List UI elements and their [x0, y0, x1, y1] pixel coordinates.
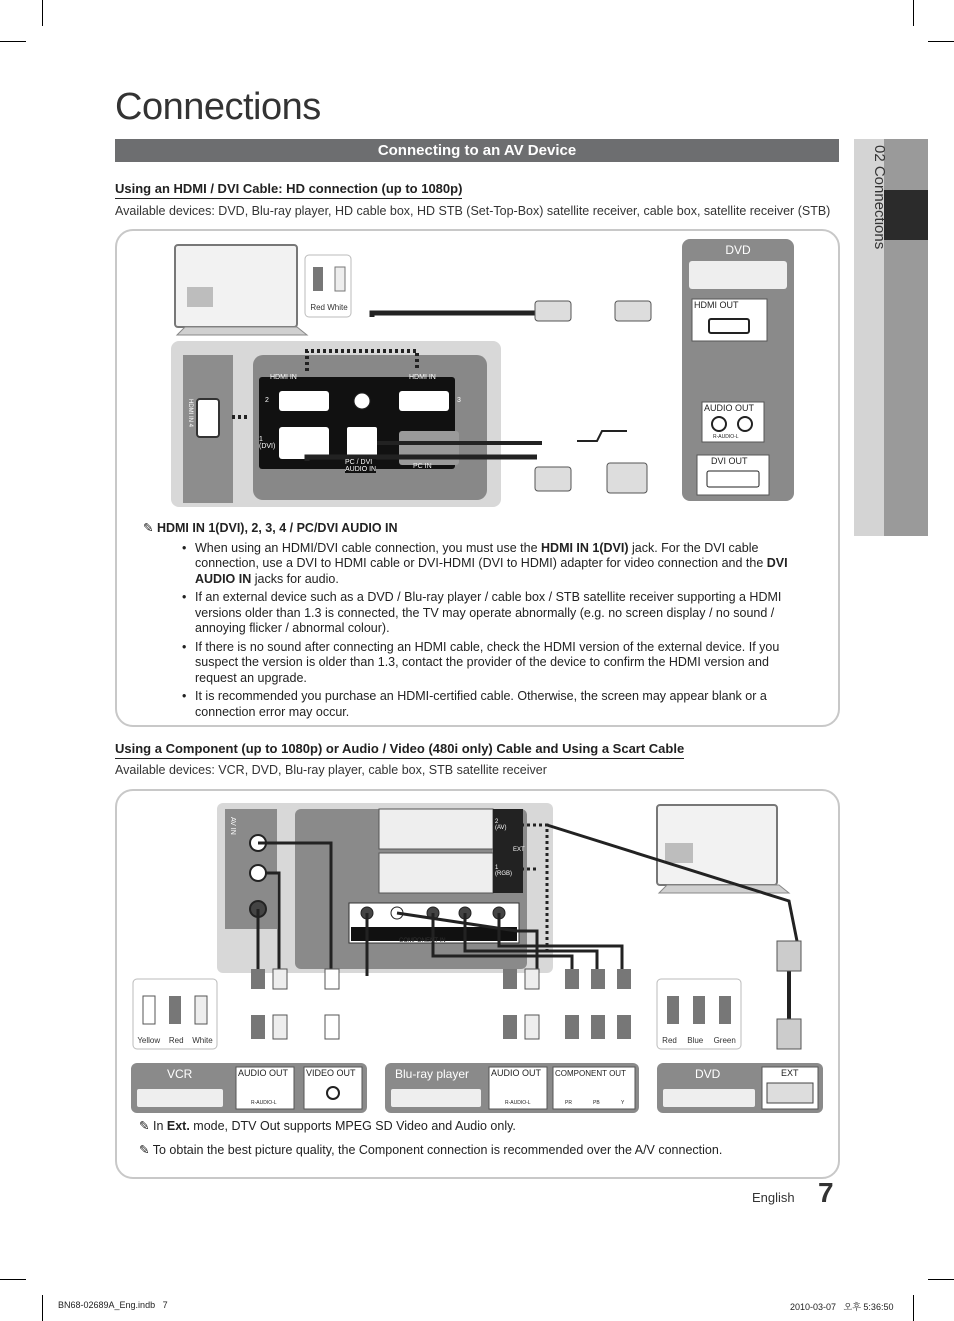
- note-icon: ✎: [139, 1119, 150, 1133]
- note-text: mode, DTV Out supports MPEG SD Video and Audio only.: [189, 1119, 516, 1133]
- vcr-video-out-label: VIDEO OUT: [306, 1068, 356, 1078]
- plug: [591, 1015, 605, 1039]
- vcr-audio-sub: R-AUDIO-L: [251, 1100, 277, 1106]
- note-bullet: [195, 689, 825, 720]
- dvd-ext-port: [767, 1083, 813, 1103]
- crop-mark: [42, 0, 43, 26]
- port-1-dvi-label: 1 (DVI): [259, 436, 276, 450]
- hdmi-2-port: [279, 391, 329, 411]
- bluray-label: Blu-ray player: [395, 1067, 470, 1081]
- crop-mark: [928, 1279, 954, 1280]
- plug: [325, 1015, 339, 1039]
- hdmi-plug-right: [615, 301, 651, 321]
- dvi-plug-left: [535, 467, 571, 491]
- component-diagram: [117, 791, 838, 1121]
- legend-red-plug-2: [667, 996, 679, 1024]
- pc-dvi-audio-port: [347, 427, 377, 457]
- crop-mark: [0, 41, 26, 42]
- plug: [251, 969, 265, 989]
- hdmi-in-label-right: HDMI IN: [409, 374, 436, 381]
- legend-left-labels: [133, 1036, 217, 1045]
- vcr-icon: [137, 1089, 223, 1107]
- hdmi-4-label: HDMI IN 4: [187, 399, 193, 428]
- note-text: To obtain the best picture quality, the Component connection is recommended over the A/V connection.: [152, 1142, 723, 1157]
- section1-available: Available devices: DVD, Blu-ray player, HD cable box, HD STB (Set-Top-Box) satellite receiver, cable box, satellite receiver (STB): [115, 204, 831, 218]
- rca-white-plug: [335, 267, 345, 291]
- bullet-text: jack. For the DVI cable connection, use a DVI to HDMI cable or DVI-HDMI (DVI to HDMI) adapter for video connection and the: [195, 540, 767, 570]
- dvd-player-icon: [689, 261, 787, 289]
- legend-green-plug: [719, 996, 731, 1024]
- note-bullet: [195, 640, 825, 687]
- port-2-label: 2: [265, 397, 269, 404]
- bluray-icon: [391, 1089, 481, 1107]
- plug: [273, 1015, 287, 1039]
- page-title: Connections: [115, 86, 321, 128]
- hdmi-note-list: [135, 541, 825, 721]
- bullet-text: jacks for audio.: [251, 571, 339, 586]
- bullet-text: If an external device such as a DVD / Blu-ray player / cable box / STB satellite receiver supporting a HDMI versions older than 1.3 is connected, the TV may operate abnormally (e.g. no screen display / no sound / annoying flicker / abnormal colour).: [195, 590, 782, 635]
- bullet-text: It is recommended you purchase an HDMI-certified cable. Otherwise, the screen may appear blank or a connection error may occur.: [195, 689, 767, 719]
- legend-blue-plug: [693, 996, 705, 1024]
- rca-legend-labels: [305, 303, 353, 312]
- component-in-label: COMPONENT IN: [399, 938, 446, 944]
- side-tab-marker: [884, 190, 928, 240]
- plug: [325, 969, 339, 989]
- plug: [503, 1015, 517, 1039]
- tv-panel: [187, 287, 213, 307]
- scart-2-port: [379, 809, 493, 849]
- vcr-video-jack: [327, 1087, 339, 1099]
- hdmi-in-label-left: HDMI IN: [270, 374, 297, 381]
- pb-label: PB: [593, 1100, 600, 1106]
- dvd-label-2: DVD: [695, 1067, 721, 1081]
- legend-label: Yellow: [137, 1036, 161, 1045]
- plug: [565, 1015, 579, 1039]
- av-audio-l-jack: [250, 865, 266, 881]
- pc-in-label: PC IN: [413, 463, 432, 470]
- hdmi-1-port: [279, 427, 329, 459]
- scart-plug-bottom: [777, 1019, 801, 1049]
- component-notes: [139, 1119, 819, 1158]
- hdmi-out-port: [709, 319, 749, 333]
- section1-heading: Using an HDMI / DVI Cable: HD connection (up to 1080p): [115, 181, 462, 199]
- legend-label: Red: [168, 1036, 184, 1045]
- plug: [503, 969, 517, 989]
- component-connection-box: [115, 789, 840, 1179]
- hdmi-notes: [135, 521, 825, 723]
- audio-split: [577, 431, 627, 441]
- component-out-label: COMPONENT OUT: [555, 1069, 626, 1078]
- plug: [525, 1015, 539, 1039]
- pc-dvi-audio-label: PC / DVI AUDIO IN: [345, 459, 377, 473]
- hdmi-out-label: HDMI OUT: [694, 300, 739, 310]
- ext-label: EXT: [781, 1068, 799, 1078]
- dvi-out-label: DVI OUT: [711, 456, 748, 466]
- crop-mark: [42, 1295, 43, 1321]
- note-bold: Ext.: [166, 1119, 190, 1133]
- audio-out-r: [712, 417, 726, 431]
- note-ext: [139, 1119, 819, 1135]
- bluray-audio-sub: R-AUDIO-L: [505, 1100, 531, 1106]
- plug: [251, 1015, 265, 1039]
- section2-heading: Using a Component (up to 1080p) or Audio / Video (480i only) Cable and Using a Scart Cable: [115, 741, 684, 759]
- vcr-audio-out-label: AUDIO OUT: [238, 1068, 289, 1078]
- rca-red-label: Red: [310, 303, 325, 312]
- rca-red-plug: [313, 267, 323, 291]
- rca-white-label: White: [327, 303, 348, 312]
- bullet-text: If there is no sound after connecting an HDMI cable, check the HDMI version of the external device. If you suspect the version is older than 1.3, contact the provider of the device to confirm the HDMI version and request an upgrade.: [195, 639, 780, 685]
- tv-icon: [175, 245, 297, 327]
- plug: [273, 969, 287, 989]
- pr-label: PR: [565, 1100, 572, 1106]
- av-in-label: AV IN: [229, 817, 236, 835]
- bullet-text: When using an HDMI/DVI cable connection, you must use the: [195, 540, 542, 555]
- audio-out-label: AUDIO OUT: [704, 403, 755, 413]
- crop-mark: [913, 1295, 914, 1321]
- dvd-label: DVD: [725, 243, 751, 257]
- scart-2-label: 2 (AV): [495, 819, 507, 831]
- bluray-audio-out-label: AUDIO OUT: [491, 1068, 542, 1078]
- headphone-jack: [354, 393, 370, 409]
- hdmi-3-port: [399, 391, 449, 411]
- legend-red-plug: [169, 996, 181, 1024]
- plug: [617, 1015, 631, 1039]
- plug: [565, 969, 579, 989]
- note-head: [135, 521, 825, 537]
- bullet-bold: HDMI IN 1(DVI): [541, 540, 629, 555]
- note-bullet: [195, 590, 825, 637]
- scart-plug-top: [777, 941, 801, 971]
- footer-language: English: [752, 1190, 795, 1205]
- section-bar: Connecting to an AV Device: [115, 139, 839, 162]
- plug: [525, 969, 539, 989]
- page-number: 7: [818, 1177, 834, 1208]
- crop-mark: [0, 1279, 26, 1280]
- side-tab-label: 02 Connections: [871, 145, 888, 250]
- hdmi-4-port: [197, 399, 219, 437]
- legend-label: Red: [662, 1036, 677, 1045]
- note-icon: ✎: [139, 1142, 150, 1157]
- audio-out-l: [738, 417, 752, 431]
- plug: [591, 969, 605, 989]
- dvi-plug-right: [607, 463, 647, 493]
- hdmi-plug-left: [535, 301, 571, 321]
- crop-mark: [913, 0, 914, 26]
- scart-1-label: 1 (RGB): [495, 865, 512, 877]
- pc-in-port: [399, 431, 459, 465]
- legend-label: Green: [713, 1036, 736, 1045]
- port-3-label: 3: [457, 397, 461, 404]
- tv-stand: [177, 327, 307, 335]
- hdmi-diagram: [117, 231, 838, 511]
- section2-available: Available devices: VCR, DVD, Blu-ray player, cable box, STB satellite receiver: [115, 763, 547, 777]
- vcr-label: VCR: [167, 1067, 193, 1081]
- hdmi-connection-box: [115, 229, 840, 727]
- tv-panel-2: [665, 843, 693, 863]
- legend-label: Blue: [687, 1036, 704, 1045]
- legend-yellow-plug: [143, 996, 155, 1024]
- legend-label: White: [192, 1036, 213, 1045]
- crop-mark: [928, 41, 954, 42]
- note-head-text: HDMI IN 1(DVI), 2, 3, 4 / PC/DVI AUDIO IN: [156, 521, 398, 535]
- legend-right-labels: [657, 1036, 741, 1045]
- y-label: Y: [621, 1100, 625, 1106]
- dvi-out-port: [707, 471, 759, 487]
- note-quality: [139, 1143, 819, 1159]
- ext-side-label: EXT: [513, 847, 525, 853]
- hdmi-cable: [372, 313, 537, 317]
- note-text: In: [152, 1119, 167, 1133]
- scart-1-port: [379, 853, 493, 893]
- footer-file: BN68-02689A_Eng.indb 7: [58, 1300, 168, 1310]
- tv-stand-2: [659, 885, 789, 893]
- legend-white-plug: [195, 996, 207, 1024]
- note-icon: ✎: [143, 521, 154, 535]
- bullet-bold: DVI AUDIO IN: [195, 556, 788, 586]
- dvd-icon-2: [663, 1089, 755, 1107]
- footer-date: 2010-03-07 오후 5:36:50: [790, 1302, 894, 1312]
- note-bullet: [195, 541, 825, 588]
- audio-out-sub: R-AUDIO-L: [713, 434, 739, 440]
- plug: [617, 969, 631, 989]
